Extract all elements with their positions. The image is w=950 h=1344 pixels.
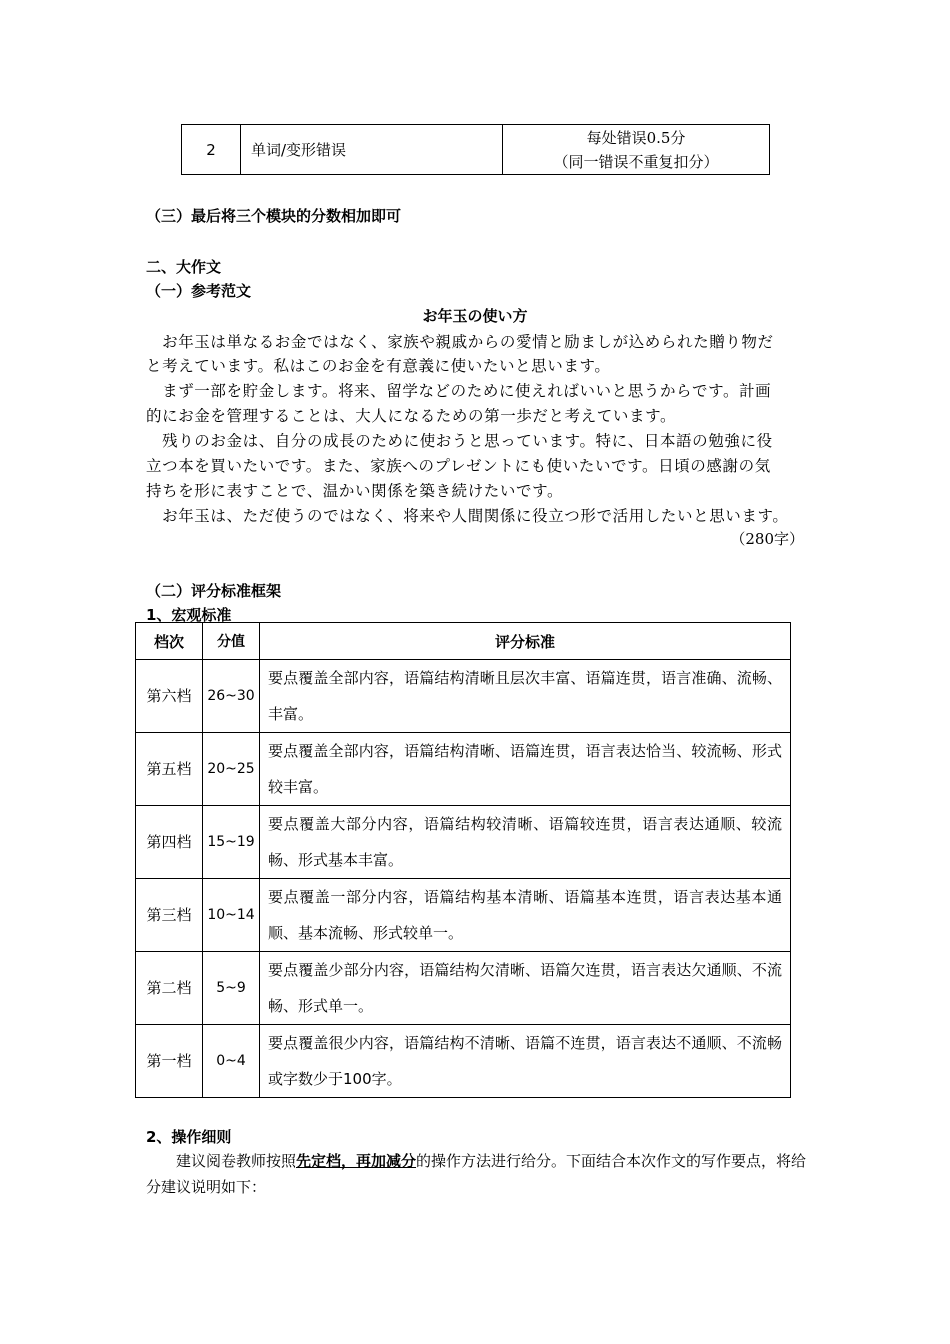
essay-line: お年玉は単なるお金ではなく、家族や親戚からの愛情と励ましが込められた贈り物だ — [146, 333, 774, 351]
table-row — [136, 952, 791, 1025]
essay-line: と考えています。私はこのお金を有意義に使いたいと思います。 — [146, 357, 611, 375]
score-cell: 5~9 — [203, 952, 260, 1025]
score-cell: 15~19 — [203, 806, 260, 879]
essay-line: 持ちを形に表すことで、温かい関係を築き続けたいです。 — [146, 482, 564, 500]
scoring-criteria-table — [135, 622, 791, 1098]
part2-heading: 二、大作文 — [146, 258, 222, 276]
operation-paragraph — [146, 1148, 808, 1200]
table-row — [136, 879, 791, 952]
operation-text-after: 的操作方法进行给分。下面结合本次作文的写作要点，将给分建议说明如下： — [146, 1152, 807, 1196]
level-cell: 第四档 — [136, 806, 203, 879]
table-row — [182, 125, 770, 175]
level-cell: 第二档 — [136, 952, 203, 1025]
framework-heading: （二）评分标准框架 — [146, 582, 282, 600]
essay-line: まず一部を貯金します。将来、留学などのために使えればいいと思うからです。計画 — [146, 382, 772, 400]
essay-line: 残りのお金は、自分の成長のために使おうと思っています。特に、日本語の勉強に役 — [146, 432, 773, 450]
level-cell: 第一档 — [136, 1025, 203, 1098]
model-essay-heading: （一）参考范文 — [146, 282, 252, 300]
criteria-cell: 要点覆盖少部分内容，语篇结构欠清晰、语篇欠连贯，语言表达欠通顺、不流畅、形式单一。 — [260, 952, 791, 1025]
criteria-cell: 要点覆盖全部内容，语篇结构清晰且层次丰富、语篇连贯，语言准确、流畅、丰富。 — [260, 660, 791, 733]
criteria-cell: 要点覆盖很少内容，语篇结构不清晰、语篇不连贯，语言表达不通顺、不流畅或字数少于100字。 — [260, 1025, 791, 1098]
table-row — [136, 1025, 791, 1098]
essay-line: 的にお金を管理することは、大人になるための第一歩だと考えています。 — [146, 407, 677, 425]
criteria-cell: 要点覆盖大部分内容，语篇结构较清晰、语篇较连贯，语言表达通顺、较流畅、形式基本丰富。 — [260, 806, 791, 879]
deduction-rule-line1: 每处错误0.5分 — [586, 128, 686, 147]
level-cell: 第五档 — [136, 733, 203, 806]
essay-line: お年玉は、ただ使うのではなく、将来や人間関係に役立つ形で活用したいと思います。 — [146, 507, 789, 525]
score-cell: 26~30 — [203, 660, 260, 733]
error-deduction-table — [181, 124, 770, 175]
table-row — [136, 660, 791, 733]
header-criteria: 评分标准 — [260, 623, 791, 660]
table-row — [136, 733, 791, 806]
score-cell: 0~4 — [203, 1025, 260, 1098]
criteria-cell: 要点覆盖一部分内容，语篇结构基本清晰、语篇基本连贯，语言表达基本通顺、基本流畅、形式较单一。 — [260, 879, 791, 952]
operation-text-before: 建议阅卷教师按照 — [176, 1152, 297, 1170]
score-cell: 20~25 — [203, 733, 260, 806]
criteria-cell: 要点覆盖全部内容，语篇结构清晰、语篇连贯，语言表达恰当、较流畅、形式较丰富。 — [260, 733, 791, 806]
section3-heading: （三）最后将三个模块的分数相加即可 — [146, 207, 402, 225]
macro-standard-heading: 1、宏观标准 — [146, 606, 232, 624]
level-cell: 第六档 — [136, 660, 203, 733]
error-type: 单词/变形错误 — [241, 125, 503, 175]
table-row — [136, 806, 791, 879]
table-header-row — [136, 623, 791, 660]
essay-char-count: （280字） — [730, 530, 804, 548]
operation-emphasis: 先定档，再加减分 — [296, 1152, 417, 1170]
header-score: 分值 — [203, 623, 260, 660]
essay-title: お年玉の使い方 — [422, 307, 528, 325]
score-cell: 10~14 — [203, 879, 260, 952]
operation-heading: 2、操作细则 — [146, 1128, 232, 1146]
level-cell: 第三档 — [136, 879, 203, 952]
essay-line: 立つ本を買いたいです。また、家族へのプレゼントにも使いたいです。日頃の感謝の気 — [146, 457, 771, 475]
header-level: 档次 — [136, 623, 203, 660]
deduction-rule-line2: （同一错误不重复扣分） — [553, 152, 719, 171]
row-number: 2 — [182, 125, 241, 175]
deduction-rule — [503, 125, 770, 175]
